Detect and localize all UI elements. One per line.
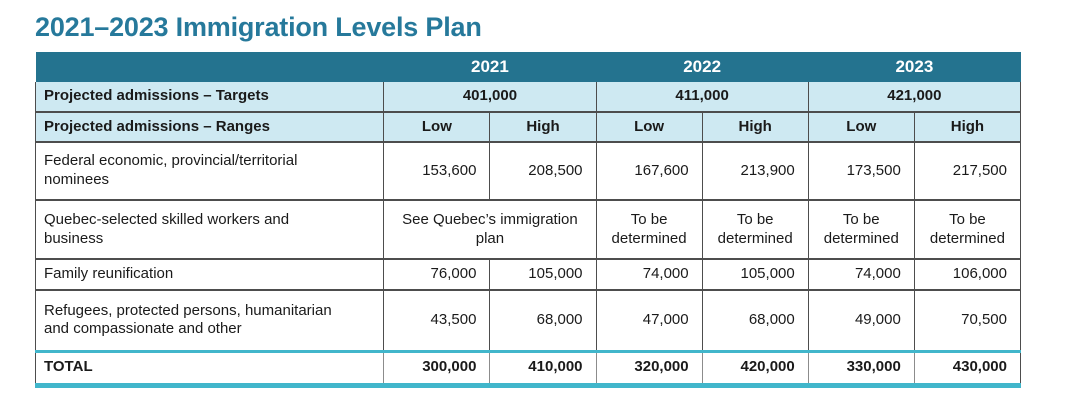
total-value-cell: 410,000 [490, 351, 596, 385]
table-row-refugees [36, 290, 1021, 351]
value-cell: 43,500 [384, 290, 490, 351]
value-cell: 47,000 [596, 290, 702, 351]
value-cell: 153,600 [384, 142, 490, 200]
value-cell: 74,000 [808, 259, 914, 290]
range-col-header: High [702, 112, 808, 142]
range-col-header: Low [384, 112, 490, 142]
table-row-quebec-selected [36, 200, 1021, 259]
row-label: Quebec-selected skilled workers and business [36, 200, 384, 259]
target-value-2023: 421,000 [808, 82, 1020, 112]
range-col-header: Low [808, 112, 914, 142]
row-label: Refugees, protected persons, humanitarian and compassionate and other [36, 290, 384, 351]
table-row-family-reunification [36, 259, 1021, 290]
immigration-levels-table [35, 52, 1021, 388]
value-cell: 167,600 [596, 142, 702, 200]
total-value-cell: 300,000 [384, 351, 490, 385]
total-value-cell: 320,000 [596, 351, 702, 385]
target-value-2021: 401,000 [384, 82, 596, 112]
ranges-row-label: Projected admissions – Ranges [36, 112, 384, 142]
row-label: Federal economic, provincial/territorial nominees [36, 142, 384, 200]
year-cell-2021: 2021 [384, 52, 596, 82]
page-title: 2021–2023 Immigration Levels Plan [35, 12, 482, 42]
value-cell: To be determined [808, 200, 914, 259]
value-cell: 105,000 [490, 259, 596, 290]
value-cell: 105,000 [702, 259, 808, 290]
total-value-cell: 430,000 [914, 351, 1020, 385]
row-label: Family reunification [36, 259, 384, 290]
value-cell: 74,000 [596, 259, 702, 290]
range-col-header: High [914, 112, 1020, 142]
year-header-row [36, 52, 1021, 82]
targets-row-label: Projected admissions – Targets [36, 82, 384, 112]
value-cell: To be determined [596, 200, 702, 259]
targets-row [36, 82, 1021, 112]
value-cell: 213,900 [702, 142, 808, 200]
total-value-cell: 420,000 [702, 351, 808, 385]
table-row-total [36, 351, 1021, 385]
year-header-empty-cell [36, 52, 384, 82]
table-row-federal-economic [36, 142, 1021, 200]
range-col-header: High [490, 112, 596, 142]
quebec-merged-cell: See Quebec’s immigration plan [384, 200, 596, 259]
value-cell: 208,500 [490, 142, 596, 200]
value-cell: To be determined [702, 200, 808, 259]
range-col-header: Low [596, 112, 702, 142]
value-cell: 70,500 [914, 290, 1020, 351]
value-cell: 68,000 [702, 290, 808, 351]
target-value-2022: 411,000 [596, 82, 808, 112]
value-cell: 49,000 [808, 290, 914, 351]
value-cell: To be determined [914, 200, 1020, 259]
value-cell: 106,000 [914, 259, 1020, 290]
year-cell-2022: 2022 [596, 52, 808, 82]
value-cell: 173,500 [808, 142, 914, 200]
value-cell: 217,500 [914, 142, 1020, 200]
total-value-cell: 330,000 [808, 351, 914, 385]
total-row-label: TOTAL [36, 351, 384, 385]
value-cell: 68,000 [490, 290, 596, 351]
ranges-row [36, 112, 1021, 142]
year-cell-2023: 2023 [808, 52, 1020, 82]
value-cell: 76,000 [384, 259, 490, 290]
